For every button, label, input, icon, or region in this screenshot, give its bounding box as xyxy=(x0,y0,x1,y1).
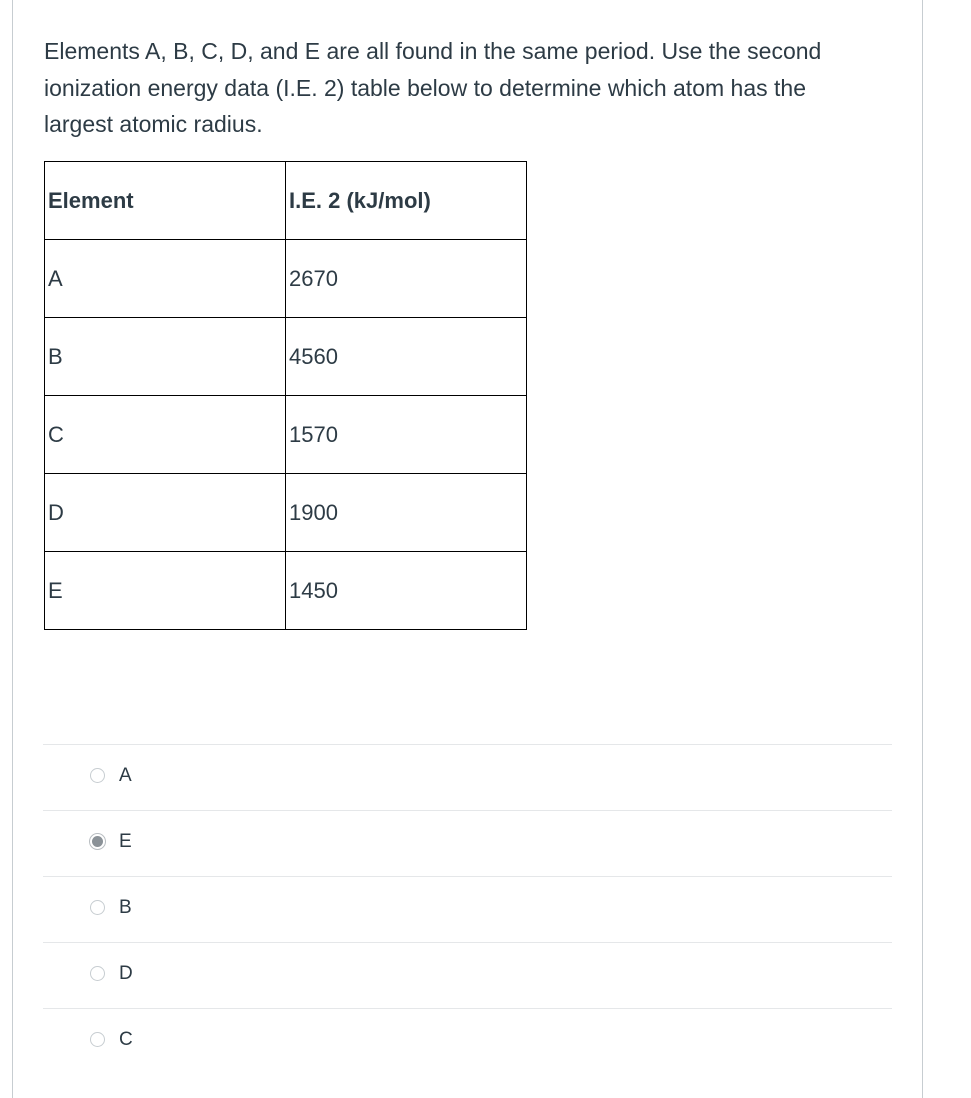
table-row xyxy=(45,552,527,630)
table-row xyxy=(45,240,527,318)
question-text: Elements A, B, C, D, and E are all found in the same period. Use the second ionization energy data (I.E. 2) table below to determine which atom has the largest atomic radius. xyxy=(44,38,822,137)
radio-button-a[interactable] xyxy=(90,768,105,783)
table-header-row xyxy=(45,162,527,240)
answer-label-e[interactable]: E xyxy=(119,831,132,852)
answer-label-a[interactable]: A xyxy=(119,765,132,786)
radio-button-d[interactable] xyxy=(90,966,105,981)
radio-button-e-selected[interactable] xyxy=(89,833,106,850)
column-header-ie2: I.E. 2 (kJ/mol) xyxy=(286,162,527,240)
cell-element: C xyxy=(45,396,286,474)
answer-option-a[interactable] xyxy=(43,744,892,810)
answer-label-d[interactable]: D xyxy=(119,963,133,984)
cell-element: A xyxy=(45,240,286,318)
radio-button-c[interactable] xyxy=(90,1032,105,1047)
answer-option-b[interactable] xyxy=(43,876,892,942)
table-row xyxy=(45,474,527,552)
answer-label-b[interactable]: B xyxy=(119,897,132,918)
cell-element: E xyxy=(45,552,286,630)
answer-option-c[interactable] xyxy=(43,1008,892,1074)
answer-option-e[interactable] xyxy=(43,810,892,876)
table-row xyxy=(45,318,527,396)
cell-element: B xyxy=(45,318,286,396)
column-header-element: Element xyxy=(45,162,286,240)
cell-ie2: 1570 xyxy=(286,396,527,474)
ionization-energy-table xyxy=(44,161,527,630)
table-row xyxy=(45,396,527,474)
answer-list xyxy=(43,744,892,1074)
cell-element: D xyxy=(45,474,286,552)
cell-ie2: 4560 xyxy=(286,318,527,396)
cell-ie2: 1900 xyxy=(286,474,527,552)
answer-option-d[interactable] xyxy=(43,942,892,1008)
cell-ie2: 1450 xyxy=(286,552,527,630)
radio-button-b[interactable] xyxy=(90,900,105,915)
cell-ie2: 2670 xyxy=(286,240,527,318)
answer-label-c[interactable]: C xyxy=(119,1029,133,1050)
